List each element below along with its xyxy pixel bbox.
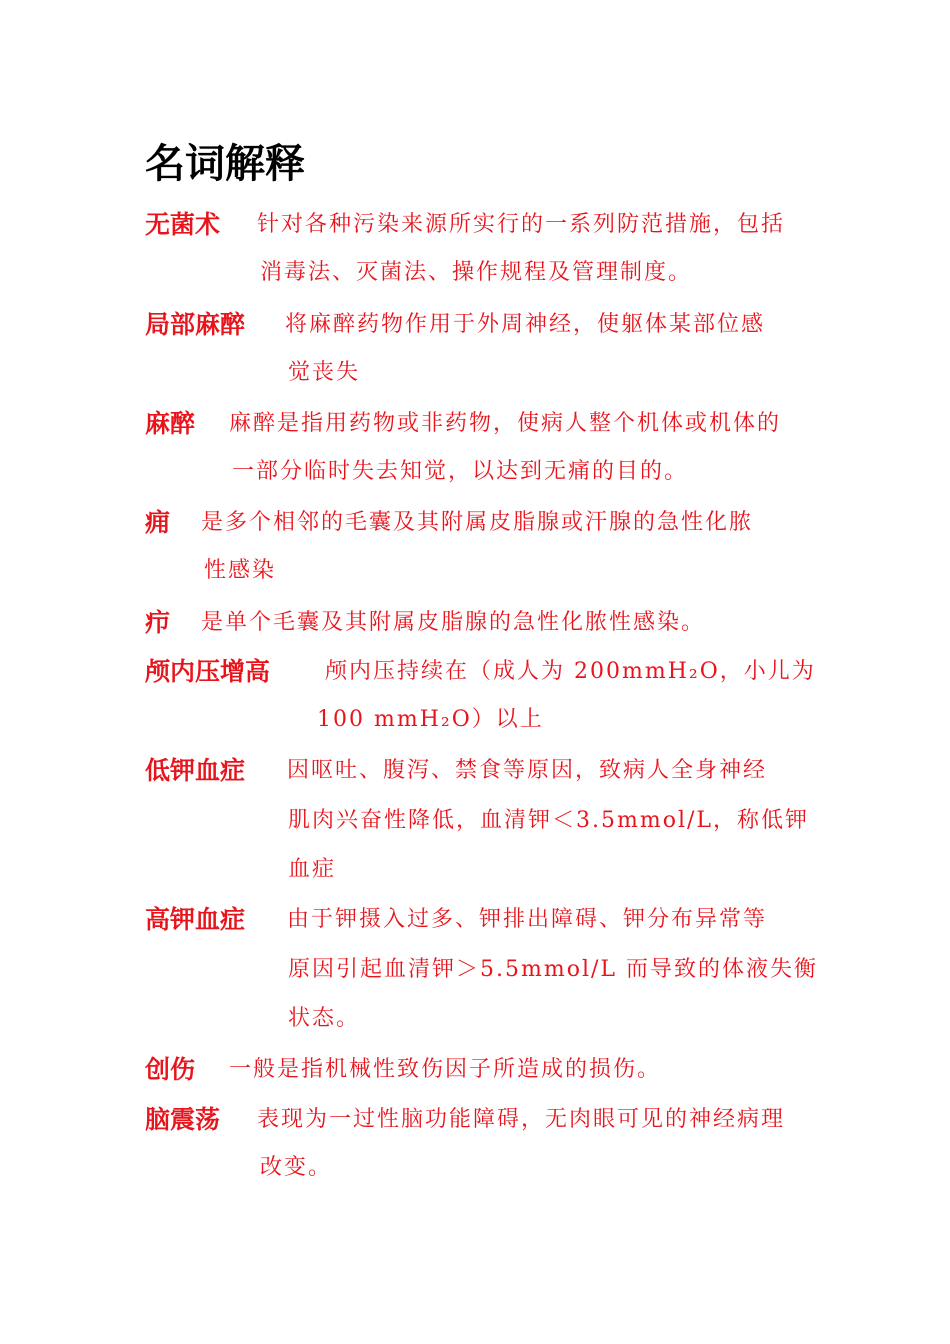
definition-text-line: 由于钾摄入过多、钾排出障碍、钾分布异常等 [287,907,768,932]
definition-text-line: 血症 [288,857,337,882]
definition-text-line: 原因引起血清钾＞5.5mmol/L 而导致的体液失衡 [288,957,819,982]
definition-text-line: 表现为一过性脑功能障碍，无肉眼可见的神经病理 [257,1107,786,1132]
definition-text-line: 性感染 [204,558,277,583]
definition-text-line: 将麻醉药物作用于外周神经，使躯体某部位感 [285,312,766,337]
definition-text-line: 因呕吐、腹泻、禁食等原因，致病人全身神经 [287,758,768,783]
definition-text-line: 状态。 [288,1006,361,1031]
definition-text-line: 是多个相邻的毛囊及其附属皮脂腺或汗腺的急性化脓 [201,510,754,535]
definition-text-line: 颅内压持续在（成人为 200mmH₂O，小儿为 [325,659,816,684]
definition-text-line: 100 mmH₂O）以上 [317,707,544,732]
page-title: 名词解释 [145,141,305,187]
definition-term: 痈 [145,508,171,537]
definition-term: 无菌术 [145,210,221,239]
definition-text-line: 是单个毛囊及其附属皮脂腺的急性化脓性感染。 [201,610,706,635]
definition-term: 局部麻醉 [145,310,246,339]
definition-term: 创伤 [145,1055,196,1084]
definition-term: 颅内压增高 [145,657,271,686]
definition-text-line: 麻醉是指用药物或非药物，使病人整个机体或机体的 [229,411,782,436]
definition-text-line: 一般是指机械性致伤因子所造成的损伤。 [229,1057,662,1082]
definition-text-line: 针对各种污染来源所实行的一系列防范措施，包括 [257,212,786,237]
definition-term: 麻醉 [145,409,196,438]
definition-text-line: 觉丧失 [288,360,361,385]
definition-term: 疖 [145,608,171,637]
definition-term: 低钾血症 [145,756,246,785]
definition-text-line: 改变。 [260,1155,333,1180]
definition-term: 脑震荡 [145,1105,221,1134]
definition-text-line: 消毒法、灭菌法、操作规程及管理制度。 [260,260,693,285]
definition-term: 高钾血症 [145,905,246,934]
definition-text-line: 一部分临时失去知觉，以达到无痛的目的。 [232,459,689,484]
definition-text-line: 肌肉兴奋性降低，血清钾＜3.5mmol/L，称低钾 [288,808,810,833]
